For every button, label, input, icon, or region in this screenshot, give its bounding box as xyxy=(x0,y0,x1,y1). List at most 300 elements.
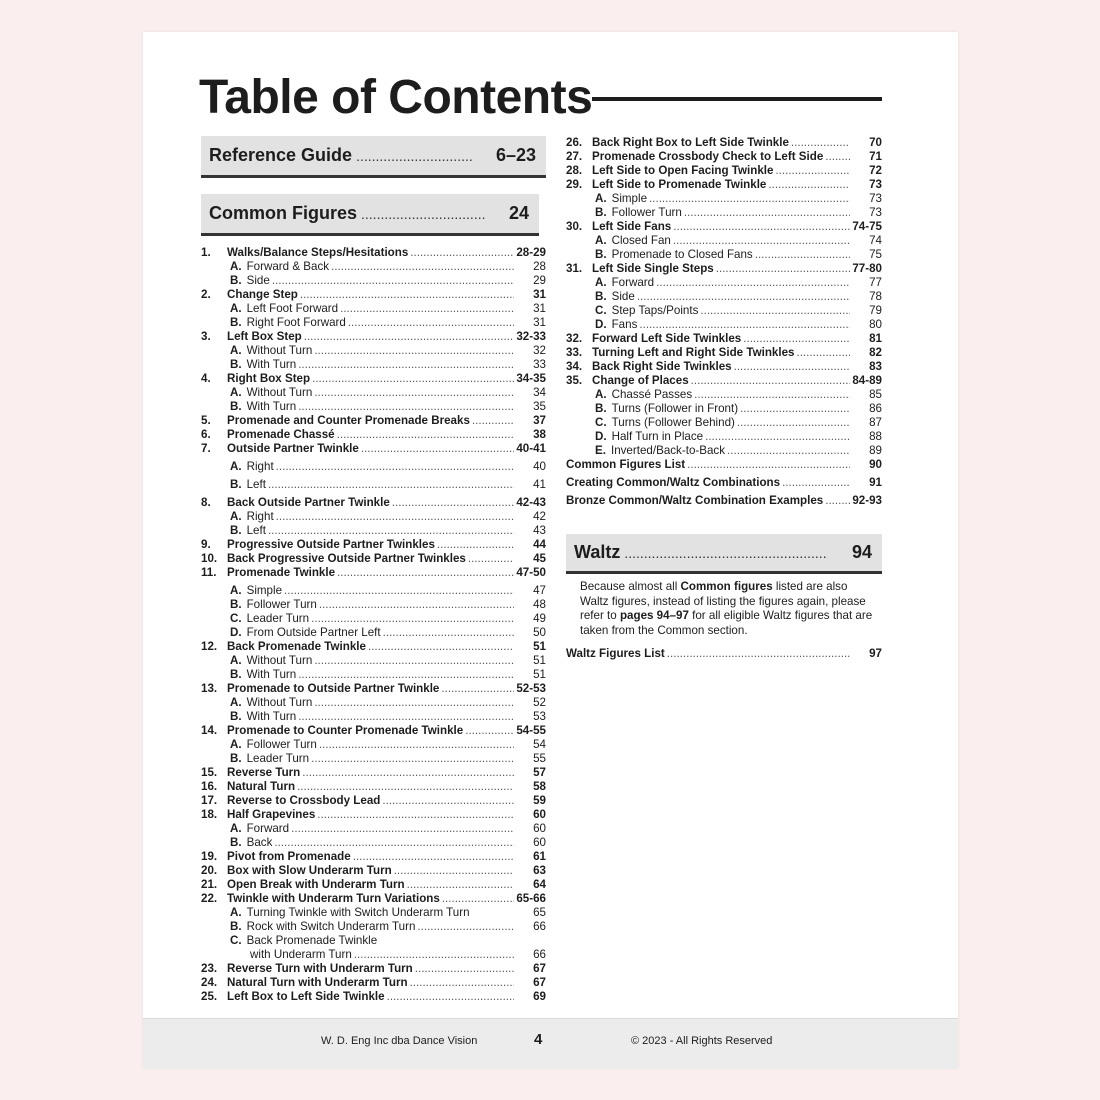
dot-leader xyxy=(649,192,850,206)
entry-text: Right Box Step xyxy=(227,372,311,385)
entry-label: Forward & Back xyxy=(246,260,330,273)
entry-text: Promenade Chassé xyxy=(227,428,335,441)
entry-text: Waltz Figures List xyxy=(566,647,665,660)
toc-entry[interactable] xyxy=(201,850,546,864)
entry-number: 35. xyxy=(566,374,583,387)
dot-leader xyxy=(314,386,514,400)
entry-label: Follower Turn xyxy=(246,738,317,751)
entry-number: 23. xyxy=(201,962,218,975)
dot-leader xyxy=(825,150,850,164)
toc-entry[interactable] xyxy=(201,386,546,400)
entry-text: Left Side Fans xyxy=(592,220,672,233)
entry-page: 53 xyxy=(533,710,546,723)
entry-label: Chassé Passes xyxy=(611,388,693,401)
toc-entry[interactable] xyxy=(201,626,546,640)
toc-entry[interactable] xyxy=(566,290,882,304)
entry-page: 66 xyxy=(533,920,546,933)
entry-text xyxy=(595,192,647,206)
dot-leader xyxy=(639,318,850,332)
toc-entry[interactable] xyxy=(566,388,882,402)
entry-number: 29. xyxy=(566,178,583,191)
entry-text: Twinkle with Underarm Turn Variations xyxy=(227,892,440,905)
entry-number: 25. xyxy=(201,990,218,1003)
entry-page: 66 xyxy=(533,948,546,961)
entry-page: 31 xyxy=(533,302,546,315)
entry-number: 27. xyxy=(566,150,583,163)
toc-entry[interactable] xyxy=(566,192,882,206)
toc-entry[interactable] xyxy=(201,372,546,386)
dot-leader xyxy=(791,136,850,150)
dot-leader xyxy=(796,346,850,360)
entry-number: 13. xyxy=(201,682,218,695)
dot-leader xyxy=(392,496,514,510)
entry-text xyxy=(230,400,296,414)
entry-page: 60 xyxy=(533,836,546,849)
toc-entry[interactable] xyxy=(201,344,546,358)
toc-entry[interactable] xyxy=(201,302,546,316)
toc-entry[interactable] xyxy=(201,598,546,612)
entry-page: 45 xyxy=(533,552,546,565)
toc-entry[interactable] xyxy=(201,794,546,808)
dot-leader xyxy=(319,738,514,752)
entry-text: Change of Places xyxy=(592,374,689,387)
entry-text: Box with Slow Underarm Turn xyxy=(227,864,392,877)
dot-leader xyxy=(394,864,514,878)
toc-entry[interactable] xyxy=(566,150,882,164)
toc-entry[interactable] xyxy=(201,948,546,962)
dot-leader xyxy=(782,476,850,490)
toc-entry[interactable] xyxy=(201,246,546,260)
entry-page: 74-75 xyxy=(852,220,882,233)
entry-letter: C. xyxy=(230,934,242,947)
dot-leader xyxy=(775,164,850,178)
entry-letter: B. xyxy=(230,710,242,723)
entry-page: 34-35 xyxy=(516,372,546,385)
toc-entry[interactable] xyxy=(566,374,882,388)
entry-letter: B. xyxy=(230,400,242,413)
entry-label: Right xyxy=(246,510,274,523)
entry-label: With Turn xyxy=(246,668,297,681)
toc-entry[interactable] xyxy=(201,552,546,566)
dot-leader xyxy=(311,612,514,626)
dot-leader xyxy=(387,990,514,1004)
dot-leader xyxy=(415,962,514,976)
toc-entry[interactable] xyxy=(566,234,882,248)
toc-entry[interactable] xyxy=(201,510,546,524)
entry-text xyxy=(230,934,377,948)
toc-entry[interactable] xyxy=(201,316,546,330)
entry-page: 50 xyxy=(533,626,546,639)
toc-entry[interactable] xyxy=(566,318,882,332)
toc-entry[interactable] xyxy=(201,976,546,990)
entry-number: 33. xyxy=(566,346,583,359)
entry-text xyxy=(595,444,725,458)
toc-entry[interactable] xyxy=(566,430,882,444)
entry-text: Bronze Common/Waltz Combination Examples xyxy=(566,494,824,507)
entry-text xyxy=(230,738,317,752)
toc-entry[interactable] xyxy=(566,402,882,416)
entry-number: 1. xyxy=(201,246,211,259)
entry-page: 52 xyxy=(533,696,546,709)
right-column xyxy=(566,136,882,661)
entry-label: Back xyxy=(246,836,273,849)
section-label: Reference Guide xyxy=(209,145,353,165)
toc-entry[interactable] xyxy=(201,478,546,492)
entry-text: Outside Partner Twinkle xyxy=(227,442,359,455)
toc-entry[interactable] xyxy=(201,358,546,372)
dot-leader xyxy=(768,178,850,192)
toc-entry[interactable] xyxy=(566,458,882,472)
entry-label: Turning Twinkle with Switch Underarm Turn xyxy=(246,906,470,919)
toc-entry[interactable] xyxy=(566,220,882,234)
dot-leader xyxy=(442,892,514,906)
entry-label: Follower Turn xyxy=(611,206,682,219)
entry-page: 57 xyxy=(533,766,546,779)
entry-letter: A. xyxy=(230,260,242,273)
entry-number: 2. xyxy=(201,288,211,301)
entry-page: 81 xyxy=(869,332,882,345)
entry-number: 28. xyxy=(566,164,583,177)
entry-number: 7. xyxy=(201,442,211,455)
entry-page: 71 xyxy=(869,150,882,163)
entry-page: 32-33 xyxy=(516,330,546,343)
note-text: for all eligible Waltz figures that are taken from the Common section. xyxy=(580,609,873,637)
entry-page: 73 xyxy=(869,192,882,205)
entry-page: 63 xyxy=(533,864,546,877)
entry-page: 31 xyxy=(533,288,546,301)
note-text: Because almost all xyxy=(580,580,681,593)
dot-leader xyxy=(673,220,850,234)
entry-label: Leader Turn xyxy=(246,752,310,765)
dot-leader xyxy=(314,696,514,710)
toc-entry[interactable] xyxy=(201,460,546,474)
dot-leader xyxy=(302,766,514,780)
toc-entry[interactable] xyxy=(201,836,546,850)
entry-page: 51 xyxy=(533,668,546,681)
dot-leader xyxy=(274,836,514,850)
entry-label: Left xyxy=(246,478,266,491)
entry-text: Left Side to Promenade Twinkle xyxy=(592,178,767,191)
entry-text xyxy=(230,386,312,400)
toc-entry[interactable] xyxy=(201,752,546,766)
toc-entry[interactable] xyxy=(566,206,882,220)
entry-label: Back Promenade Twinkle xyxy=(246,934,378,947)
entry-label: Forward xyxy=(246,822,290,835)
entry-text xyxy=(595,416,735,430)
entry-label: Simple xyxy=(246,584,283,597)
toc-entry[interactable] xyxy=(566,476,882,490)
entry-letter: B. xyxy=(230,358,242,371)
entry-page: 65-66 xyxy=(516,892,546,905)
dot-leader xyxy=(361,442,514,456)
section-label: Waltz xyxy=(574,542,621,562)
entry-label: Without Turn xyxy=(246,386,313,399)
dot-leader xyxy=(331,260,514,274)
entry-text xyxy=(595,402,738,416)
dot-leader xyxy=(437,538,514,552)
dot-leader xyxy=(319,598,514,612)
toc-entry[interactable] xyxy=(201,962,546,976)
entry-page: 86 xyxy=(869,402,882,415)
toc-entry[interactable] xyxy=(566,416,882,430)
waltz-note xyxy=(566,580,882,638)
toc-entry[interactable] xyxy=(201,584,546,598)
entry-number: 12. xyxy=(201,640,218,653)
entry-text: Creating Common/Waltz Combinations xyxy=(566,476,781,489)
entry-text: Progressive Outside Partner Twinkles xyxy=(227,538,435,551)
toc-entry[interactable] xyxy=(201,330,546,344)
dot-leader xyxy=(472,414,514,428)
entry-label: Side xyxy=(611,290,635,303)
entry-text xyxy=(230,822,289,836)
entry-letter: B. xyxy=(230,752,242,765)
dot-leader xyxy=(694,388,850,402)
entry-number: 19. xyxy=(201,850,218,863)
entry-page: 64 xyxy=(533,878,546,891)
dot-leader xyxy=(755,248,850,262)
entry-text xyxy=(595,276,654,290)
toc-entry[interactable] xyxy=(201,822,546,836)
section-common-figures[interactable] xyxy=(201,194,539,236)
entry-letter: B. xyxy=(230,524,242,537)
entry-text xyxy=(230,920,415,934)
right-entries-list xyxy=(566,136,882,508)
toc-entry[interactable] xyxy=(201,524,546,538)
toc-entry[interactable] xyxy=(566,178,882,192)
toc-entry[interactable] xyxy=(566,262,882,276)
entry-text xyxy=(595,430,703,444)
toc-entry[interactable] xyxy=(566,494,882,508)
entry-page: 65 xyxy=(533,906,546,919)
dot-leader xyxy=(410,976,514,990)
entry-page: 83 xyxy=(869,360,882,373)
entry-text xyxy=(230,510,274,524)
entry-text: Pivot from Promenade xyxy=(227,850,351,863)
toc-entry[interactable] xyxy=(201,766,546,780)
entry-label: Step Taps/Points xyxy=(611,304,699,317)
entry-letter: B. xyxy=(595,402,607,415)
entry-page: 60 xyxy=(533,808,546,821)
note-text: listed are also Waltz figures, instead of listing the figures again, please refer to xyxy=(580,580,866,622)
entry-page: 58 xyxy=(533,780,546,793)
entry-page: 70 xyxy=(869,136,882,149)
entry-letter: A. xyxy=(230,460,242,473)
entry-page: 67 xyxy=(533,976,546,989)
entry-text xyxy=(230,344,312,358)
section-pages: 24 xyxy=(508,203,529,223)
entry-number: 17. xyxy=(201,794,218,807)
toc-entry[interactable] xyxy=(201,400,546,414)
dot-leader xyxy=(361,206,485,222)
entry-label: Without Turn xyxy=(246,344,313,357)
toc-entry[interactable] xyxy=(201,878,546,892)
toc-entry[interactable] xyxy=(201,612,546,626)
entry-page: 28 xyxy=(533,260,546,273)
dot-leader xyxy=(354,948,514,962)
toc-entry[interactable] xyxy=(201,496,546,510)
entry-page: 52-53 xyxy=(516,682,546,695)
entry-text: Back Right Side Twinkles xyxy=(592,360,732,373)
toc-entry[interactable] xyxy=(201,892,546,906)
toc-entry[interactable] xyxy=(566,304,882,318)
dot-leader xyxy=(297,780,514,794)
entry-text: Left Box Step xyxy=(227,330,302,343)
entry-page: 82 xyxy=(869,346,882,359)
dot-leader xyxy=(465,724,514,738)
entry-text xyxy=(230,612,309,626)
entry-text: Open Break with Underarm Turn xyxy=(227,878,405,891)
toc-entry[interactable] xyxy=(201,260,546,274)
dot-leader xyxy=(314,344,514,358)
entry-text xyxy=(230,710,296,724)
toc-entry[interactable] xyxy=(201,808,546,822)
toc-entry[interactable] xyxy=(201,710,546,724)
entry-text xyxy=(595,234,671,248)
entry-page: 31 xyxy=(533,316,546,329)
dot-leader xyxy=(312,372,514,386)
entry-text xyxy=(230,460,274,474)
entry-page: 32 xyxy=(533,344,546,357)
dot-leader xyxy=(268,478,514,492)
dot-leader xyxy=(700,304,850,318)
entry-number: 4. xyxy=(201,372,211,385)
toc-entry[interactable] xyxy=(566,136,882,150)
dot-leader xyxy=(268,524,514,538)
entry-number: 30. xyxy=(566,220,583,233)
entry-text: Natural Turn xyxy=(227,780,296,793)
dot-leader xyxy=(272,274,514,288)
entry-number: 32. xyxy=(566,332,583,345)
entry-page: 79 xyxy=(869,304,882,317)
entry-letter: A. xyxy=(230,696,242,709)
entry-number: 20. xyxy=(201,864,218,877)
toc-entry[interactable] xyxy=(201,934,546,948)
toc-entry[interactable] xyxy=(201,428,546,442)
toc-entry[interactable] xyxy=(201,780,546,794)
entry-label: Turns (Follower Behind) xyxy=(611,416,735,429)
entry-number: 16. xyxy=(201,780,218,793)
dot-leader xyxy=(468,552,514,566)
entry-letter: A. xyxy=(595,234,607,247)
entry-text: Reverse Turn xyxy=(227,766,301,779)
section-waltz[interactable] xyxy=(566,534,882,574)
entry-page: 48 xyxy=(533,598,546,611)
entry-label: With Turn xyxy=(246,710,297,723)
toc-entry[interactable] xyxy=(201,442,546,456)
entry-label: Rock with Switch Underarm Turn xyxy=(246,920,416,933)
toc-entry[interactable] xyxy=(566,332,882,346)
toc-entry[interactable] xyxy=(566,164,882,178)
section-reference-guide[interactable] xyxy=(201,136,546,178)
entry-text xyxy=(230,598,317,612)
entry-text: Back Progressive Outside Partner Twinkles xyxy=(227,552,466,565)
toc-entry[interactable] xyxy=(201,288,546,302)
entry-text: Left Box to Left Side Twinkle xyxy=(227,990,385,1003)
entry-number: 11. xyxy=(201,566,217,579)
dot-leader xyxy=(337,566,514,580)
dot-leader xyxy=(356,148,472,164)
entry-page: 60 xyxy=(533,822,546,835)
dot-leader xyxy=(417,920,514,934)
entry-letter: B. xyxy=(230,836,242,849)
entry-number: 24. xyxy=(201,976,218,989)
dot-leader xyxy=(348,316,514,330)
entry-page: 34 xyxy=(533,386,546,399)
toc-entry[interactable] xyxy=(201,654,546,668)
toc-entry[interactable] xyxy=(201,274,546,288)
toc-entry[interactable] xyxy=(566,360,882,374)
toc-entry[interactable] xyxy=(201,538,546,552)
entry-label: Without Turn xyxy=(246,654,313,667)
entry-text xyxy=(230,260,329,274)
entry-page: 33 xyxy=(533,358,546,371)
entry-letter: A. xyxy=(230,654,242,667)
toc-entry[interactable] xyxy=(201,640,546,654)
footer-publisher: W. D. Eng Inc dba Dance Vision xyxy=(321,1035,478,1047)
toc-entry[interactable] xyxy=(201,738,546,752)
entry-page: 42-43 xyxy=(516,496,546,509)
page-title: Table of Contents xyxy=(199,71,593,124)
dot-leader xyxy=(298,710,514,724)
entry-page: 28-29 xyxy=(516,246,546,259)
entry-page: 49 xyxy=(533,612,546,625)
toc-entry[interactable] xyxy=(201,668,546,682)
dot-leader xyxy=(624,545,828,561)
entry-label: Leader Turn xyxy=(246,612,310,625)
entry-letter: B. xyxy=(230,478,242,491)
dot-leader xyxy=(637,290,850,304)
toc-entry[interactable] xyxy=(201,990,546,1004)
entry-letter: C. xyxy=(595,304,607,317)
entry-letter: C. xyxy=(595,416,607,429)
toc-entry-waltz-figures-list[interactable] xyxy=(566,647,882,661)
entry-letter: A. xyxy=(230,302,242,315)
entry-text: Common Figures List xyxy=(566,458,686,471)
toc-entry[interactable] xyxy=(201,566,546,580)
entry-number: 6. xyxy=(201,428,211,441)
footer-page-number: 4 xyxy=(534,1031,543,1048)
dot-leader xyxy=(691,374,850,388)
dot-leader xyxy=(298,358,514,372)
entry-text xyxy=(595,318,637,332)
dot-leader xyxy=(667,647,850,661)
toc-entry[interactable] xyxy=(201,920,546,934)
dot-leader xyxy=(673,234,850,248)
toc-entry[interactable] xyxy=(201,696,546,710)
entry-text xyxy=(595,206,682,220)
entry-text xyxy=(595,248,753,262)
toc-entry[interactable] xyxy=(201,724,546,738)
entry-page: 73 xyxy=(869,178,882,191)
toc-entry[interactable] xyxy=(201,906,546,920)
entry-letter: D. xyxy=(230,626,242,639)
toc-entry[interactable] xyxy=(566,444,882,458)
dot-leader xyxy=(383,626,514,640)
dot-leader xyxy=(656,276,850,290)
dot-leader xyxy=(314,654,514,668)
toc-entry[interactable] xyxy=(566,248,882,262)
toc-entry[interactable] xyxy=(566,276,882,290)
entry-text: Change Step xyxy=(227,288,298,301)
entry-text xyxy=(230,654,312,668)
toc-entry[interactable] xyxy=(566,346,882,360)
entry-page: 59 xyxy=(533,794,546,807)
toc-entry[interactable] xyxy=(201,682,546,696)
toc-entry[interactable] xyxy=(201,864,546,878)
toc-entry[interactable] xyxy=(201,414,546,428)
entry-page: 41 xyxy=(533,478,546,491)
entry-text xyxy=(230,584,282,598)
